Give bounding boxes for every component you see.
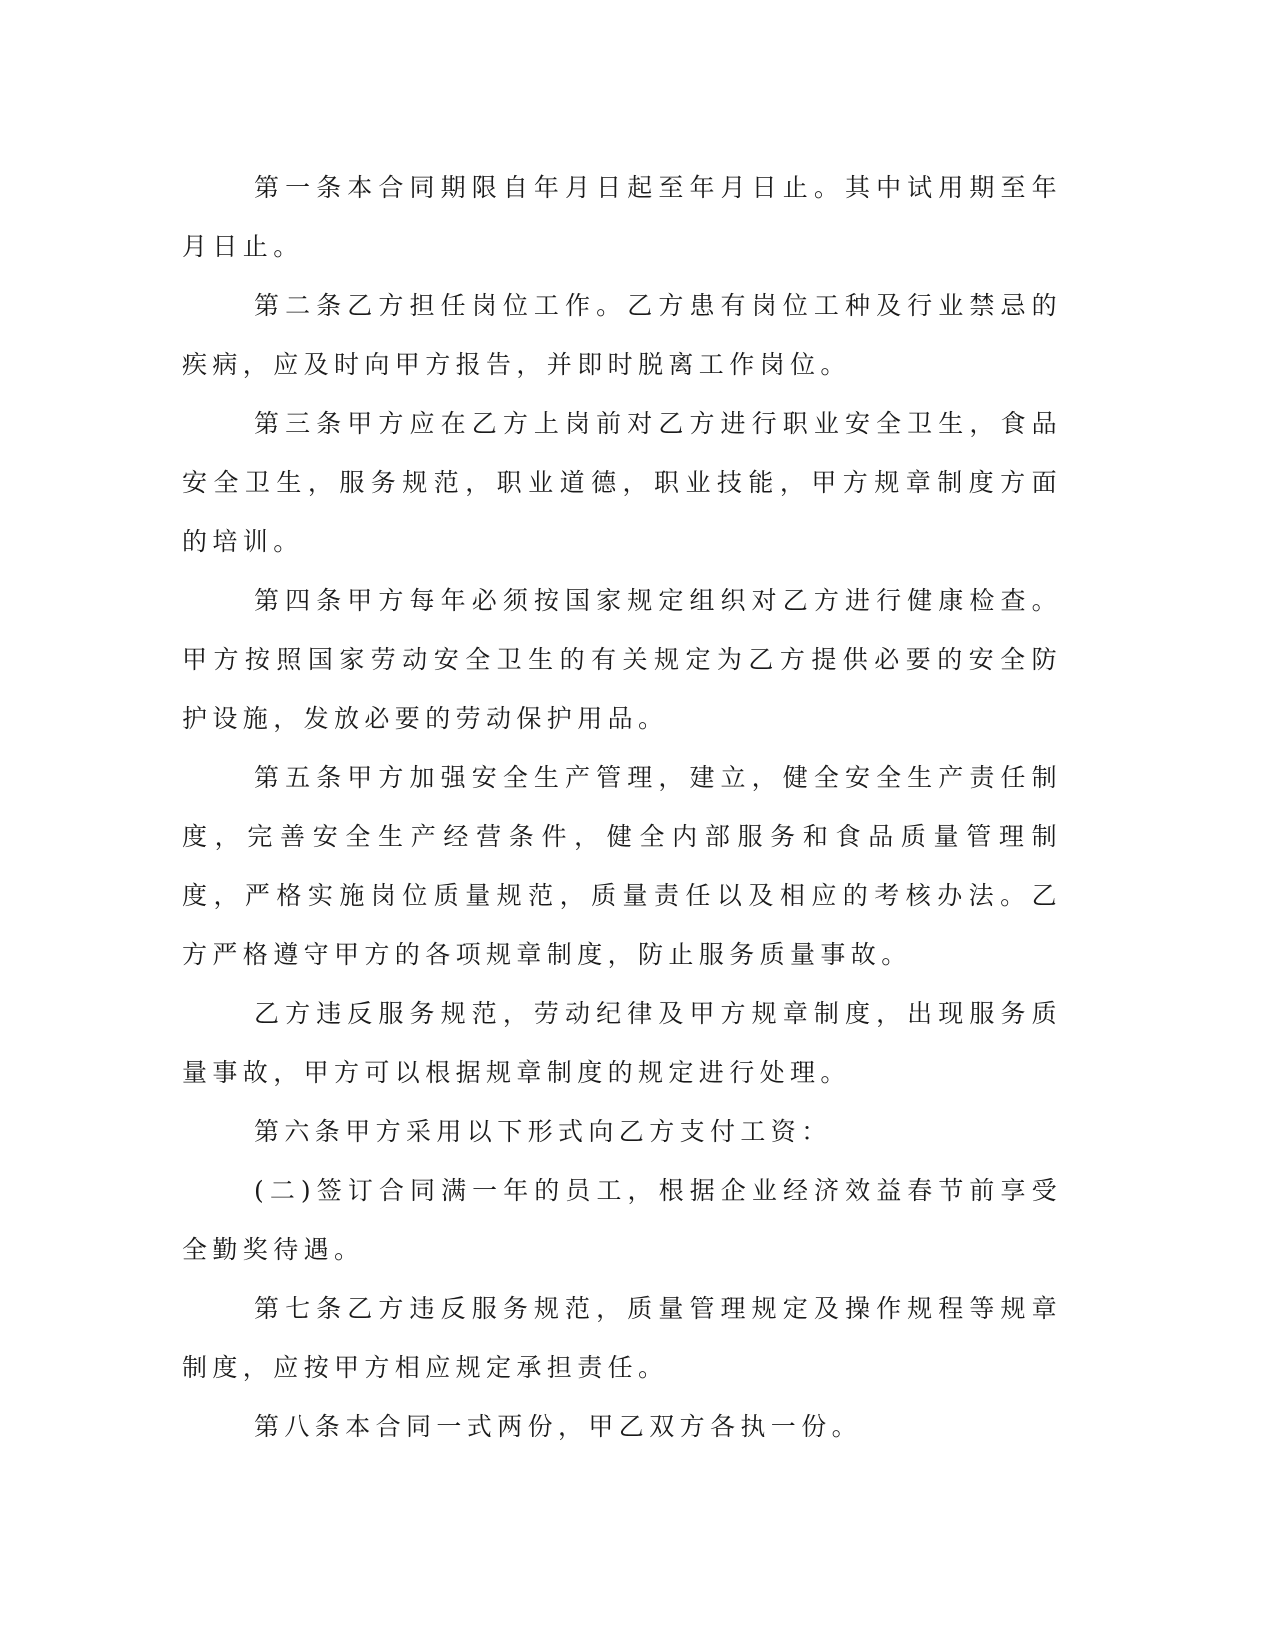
paragraph-article-3: 第三条甲方应在乙方上岗前对乙方进行职业安全卫生，食品安全卫生，服务规范，职业道德，职业技能，甲方规章制度方面的培训。: [182, 409, 1062, 556]
paragraph-article-7: 第七条乙方违反服务规范，质量管理规定及操作规程等规章制度，应按甲方相应规定承担责任。: [182, 1294, 1062, 1382]
contract-body: [182, 158, 1062, 1456]
paragraph-article-4: 第四条甲方每年必须按国家规定组织对乙方进行健康检查。甲方按照国家劳动安全卫生的有关规定为乙方提供必要的安全防护设施，发放必要的劳动保护用品。: [182, 586, 1062, 733]
paragraph-article-8: 第八条本合同一式两份，甲乙双方各执一份。: [254, 1412, 863, 1441]
paragraph-article-6: 第六条甲方采用以下形式向乙方支付工资：: [254, 1117, 832, 1146]
paragraph-article-6-item-2: (二)签订合同满一年的员工，根据企业经济效益春节前享受全勤奖待遇。: [182, 1176, 1062, 1264]
paragraph-article-2: 第二条乙方担任岗位工作。乙方患有岗位工种及行业禁忌的疾病，应及时向甲方报告，并即时脱离工作岗位。: [182, 291, 1062, 379]
paragraph-article-5-continued: 乙方违反服务规范，劳动纪律及甲方规章制度，出现服务质量事故，甲方可以根据规章制度的规定进行处理。: [182, 999, 1062, 1087]
paragraph-article-5: 第五条甲方加强安全生产管理，建立，健全安全生产责任制度，完善安全生产经营条件，健全内部服务和食品质量管理制度，严格实施岗位质量规范，质量责任以及相应的考核办法。乙方严格遵守甲方的各项规章制度，防止服务质量事故。: [182, 763, 1062, 969]
paragraph-article-1: 第一条本合同期限自年月日起至年月日止。其中试用期至年月日止。: [182, 173, 1062, 261]
